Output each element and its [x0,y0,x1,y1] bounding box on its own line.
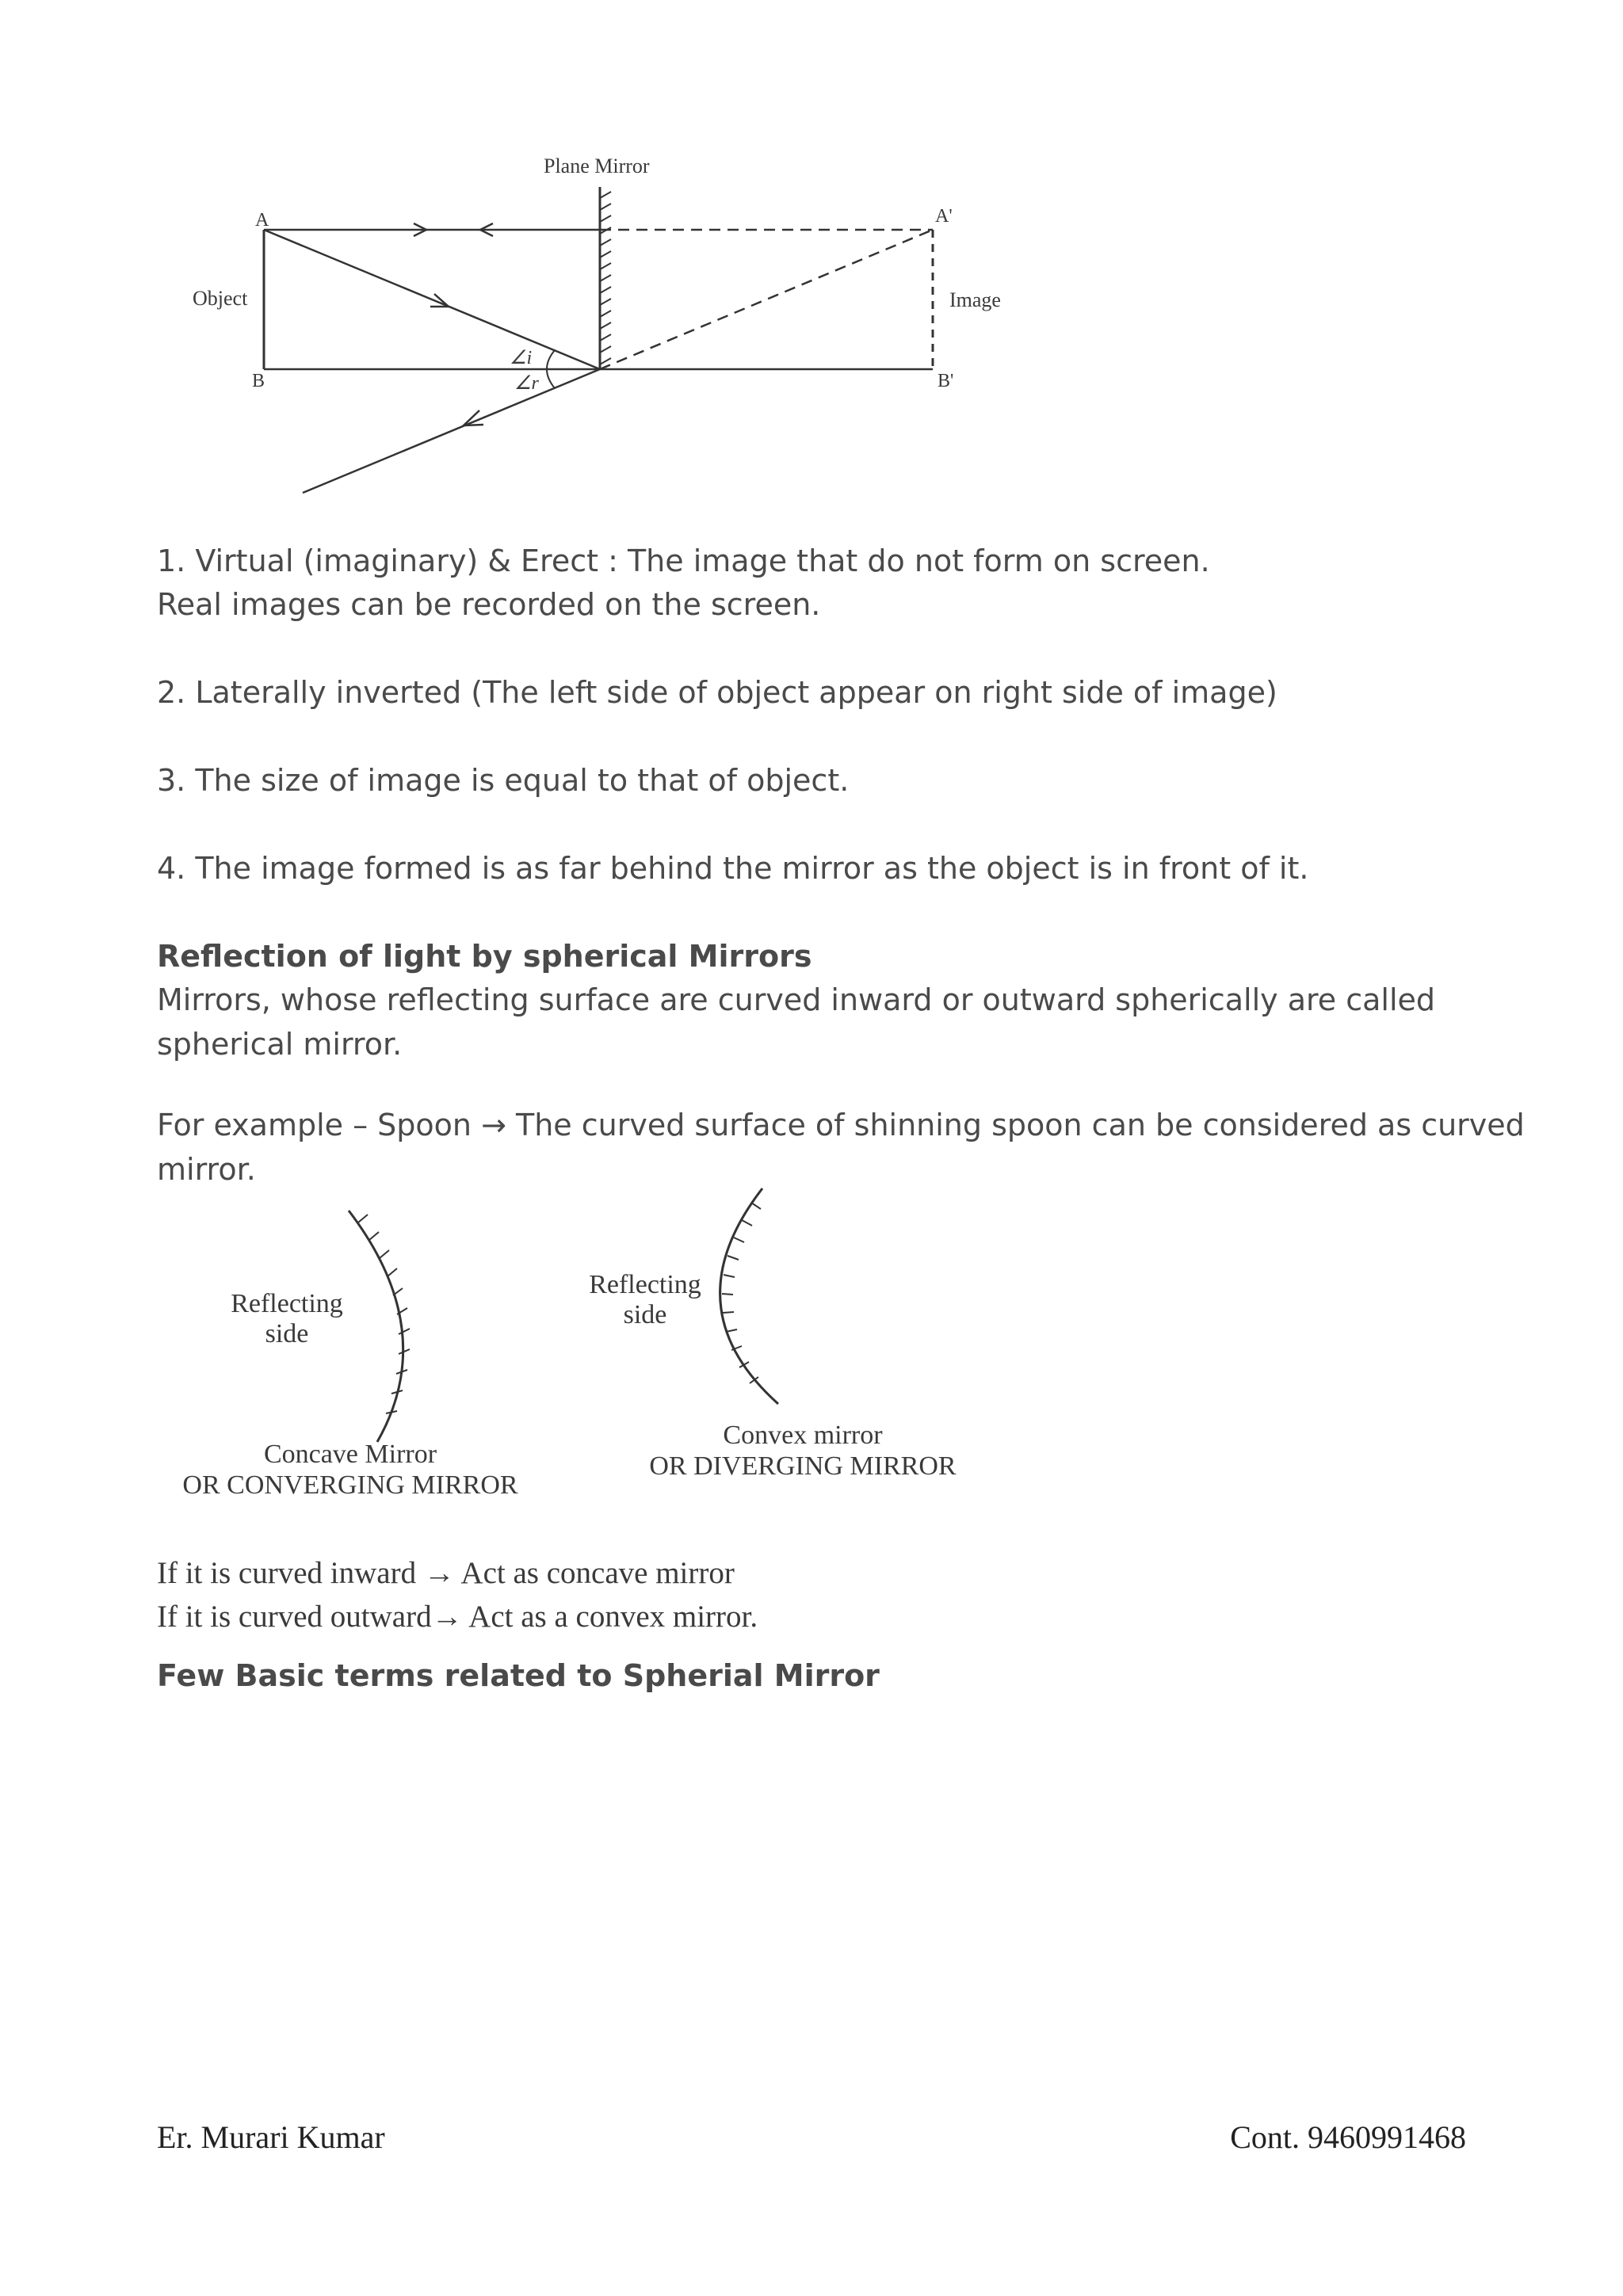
label-a-image: A' [935,206,953,227]
label-angle-i: ∠i [510,348,533,368]
diagram-title: Plane Mirror [544,154,650,177]
concave-mirror-arc [349,1211,403,1442]
concave-hatching [358,1215,410,1413]
convex-reflecting-1: Reflecting [589,1270,701,1299]
mirror-hatching [600,192,611,364]
property-1: 1. Virtual (imaginary) & Erect : The image that do not form on screen. [157,543,1210,578]
label-b: B [252,371,265,391]
example-line-1: For example – Spoon → The curved surface of shinning spoon can be considered as curved [157,1108,1525,1142]
reflected-ray [303,369,600,493]
concave-alt: OR CONVERGING MIRROR [182,1470,518,1500]
label-image: Image [949,288,1001,311]
label-angle-r: ∠r [514,373,539,394]
convex-reflecting-2: side [623,1300,667,1329]
convex-mirror-arc [720,1188,778,1404]
footer-contact: Cont. 9460991468 [1230,2119,1466,2155]
curved-inward-note: If it is curved inward → Act as concave mirror [157,1556,735,1590]
spherical-mirrors-diagram [0,1180,1623,1513]
property-2: 2. Laterally inverted (The left side of object appear on right side of image) [157,675,1277,710]
basic-terms-heading: Few Basic terms related to Spherial Mirror [157,1658,880,1693]
incident-ray-oblique [264,230,600,369]
spherical-definition-1: Mirrors, whose reflecting surface are curved inward or outward spherically are called [157,982,1436,1017]
convex-name: Convex mirror [723,1421,883,1450]
convex-hatching [722,1203,761,1383]
convex-alt: OR DIVERGING MIRROR [649,1451,957,1481]
label-a: A [255,210,269,231]
concave-name: Concave Mirror [263,1440,437,1469]
property-1-note: Real images can be recorded on the screen. [157,587,821,622]
property-4: 4. The image formed is as far behind the mirror as the object is in front of it. [157,851,1309,886]
dashed-virtual-ray [600,230,933,369]
concave-reflecting-2: side [265,1319,309,1348]
spherical-heading: Reflection of light by spherical Mirrors [157,939,812,974]
label-object: Object [193,287,248,310]
concave-reflecting-1: Reflecting [231,1289,343,1318]
property-3: 3. The size of image is equal to that of object. [157,763,850,798]
curved-outward-note: If it is curved outward→ Act as a convex mirror. [157,1600,758,1634]
footer-author: Er. Murari Kumar [157,2119,385,2155]
label-b-image: B' [938,371,954,391]
spherical-definition-2: spherical mirror. [157,1027,403,1062]
plane-mirror-diagram [0,0,1623,555]
example-line-2: mirror. [157,1152,256,1187]
